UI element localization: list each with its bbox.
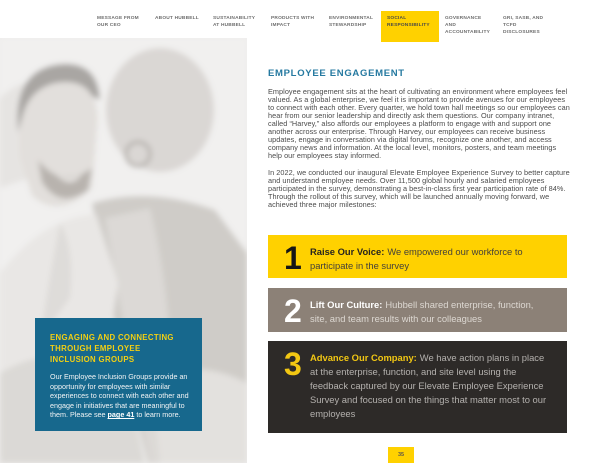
page-41-link[interactable]: page 41 — [107, 410, 135, 420]
inclusion-groups-callout — [35, 318, 202, 431]
milestone-2-body: Hubbell shared enterprise, function, site, and team results with our colleagues — [310, 299, 534, 325]
milestone-2-number: 2 — [284, 293, 301, 329]
milestone-1-number: 1 — [284, 240, 301, 276]
milestone-2-text — [310, 297, 549, 326]
callout-body-text: Our Employee Inclusion Groups provide an opportunity for employees with similar experiences to connect with each other and engage in initiatives that are meaningful to them. Please see — [50, 372, 189, 420]
nav-item-governance[interactable]: GOVERNANCE AND ACCOUNTABILITY — [445, 16, 491, 35]
milestone-3-body: We have action plans in place at the enterprise, function, and site level using the feedback captured by our Elevate Employee Experience Survey and focused on the things that matter most to our employees — [310, 352, 547, 420]
page-number: 35 — [397, 452, 405, 458]
milestone-advance-our-company — [268, 341, 567, 433]
milestone-2-label: Lift Our Culture: — [310, 299, 383, 310]
nav-item-social-responsibility[interactable]: SOCIAL RESPONSIBILITY — [381, 11, 439, 42]
paragraph-1: Employee engagement sits at the heart of cultivating an environment where employees feel valued. As a global enterprise, we feel it is important to provide avenues for our employees to connect with each other. Every quarter, we hold town hall meetings so our employees can hear from our senior leadership and directly ask them questions. Our company intranet, called “Harvey,” also affords our employees a platform to engage with and support one another across our enterprise. Through Harvey, our employees can receive business updates, engage in conversation via digital forums, recognize one another, and access company news and information. At the local level, monitors, posters, and team meetings help our employees stay informed. — [268, 87, 570, 161]
top-navigation — [0, 0, 600, 38]
nav-item-products-impact[interactable]: PRODUCTS WITH IMPACT — [271, 16, 315, 28]
milestone-3-text — [310, 350, 549, 422]
milestone-1-body: We empowered our workforce to participate in the survey — [310, 246, 523, 272]
nav-item-environmental[interactable]: ENVIRONMENTAL STEWARDSHIP — [329, 16, 373, 28]
milestone-3-number: 3 — [284, 346, 301, 382]
callout-body — [50, 372, 194, 420]
nav-item-sustainability[interactable]: SUSTAINABILITY AT HUBBELL — [213, 16, 256, 28]
milestone-3-label: Advance Our Company: — [310, 352, 417, 363]
section-heading: EMPLOYEE ENGAGEMENT — [268, 68, 405, 79]
employee-engagement-section — [268, 68, 570, 218]
page-number-tab — [388, 447, 414, 463]
nav-item-message-from-ceo[interactable]: MESSAGE FROM OUR CEO — [97, 16, 139, 28]
milestone-1-text — [310, 244, 549, 273]
nav-item-gri-disclosures[interactable]: GRI, SASB, AND TCFD DISCLOSURES — [503, 16, 544, 35]
milestone-1-label: Raise Our Voice: — [310, 246, 385, 257]
nav-item-about-hubbell[interactable]: ABOUT HUBBELL — [155, 16, 199, 21]
milestone-lift-our-culture — [268, 288, 567, 332]
paragraph-2: In 2022, we conducted our inaugural Elevate Employee Experience Survey to better capture and understand employee needs. Over 11,500 global hourly and salaried employees participated in the survey, demonstrating a best-in-class first year participation rate of 84%. Through the rollout of this survey, which will be launched annually moving forward, we achieved three major milestones: — [268, 168, 570, 210]
milestone-raise-our-voice — [268, 235, 567, 278]
callout-title: ENGAGING AND CONNECTING THROUGH EMPLOYEE INCLUSION GROUPS — [50, 333, 174, 364]
callout-body-tail: to learn more. — [136, 410, 181, 420]
